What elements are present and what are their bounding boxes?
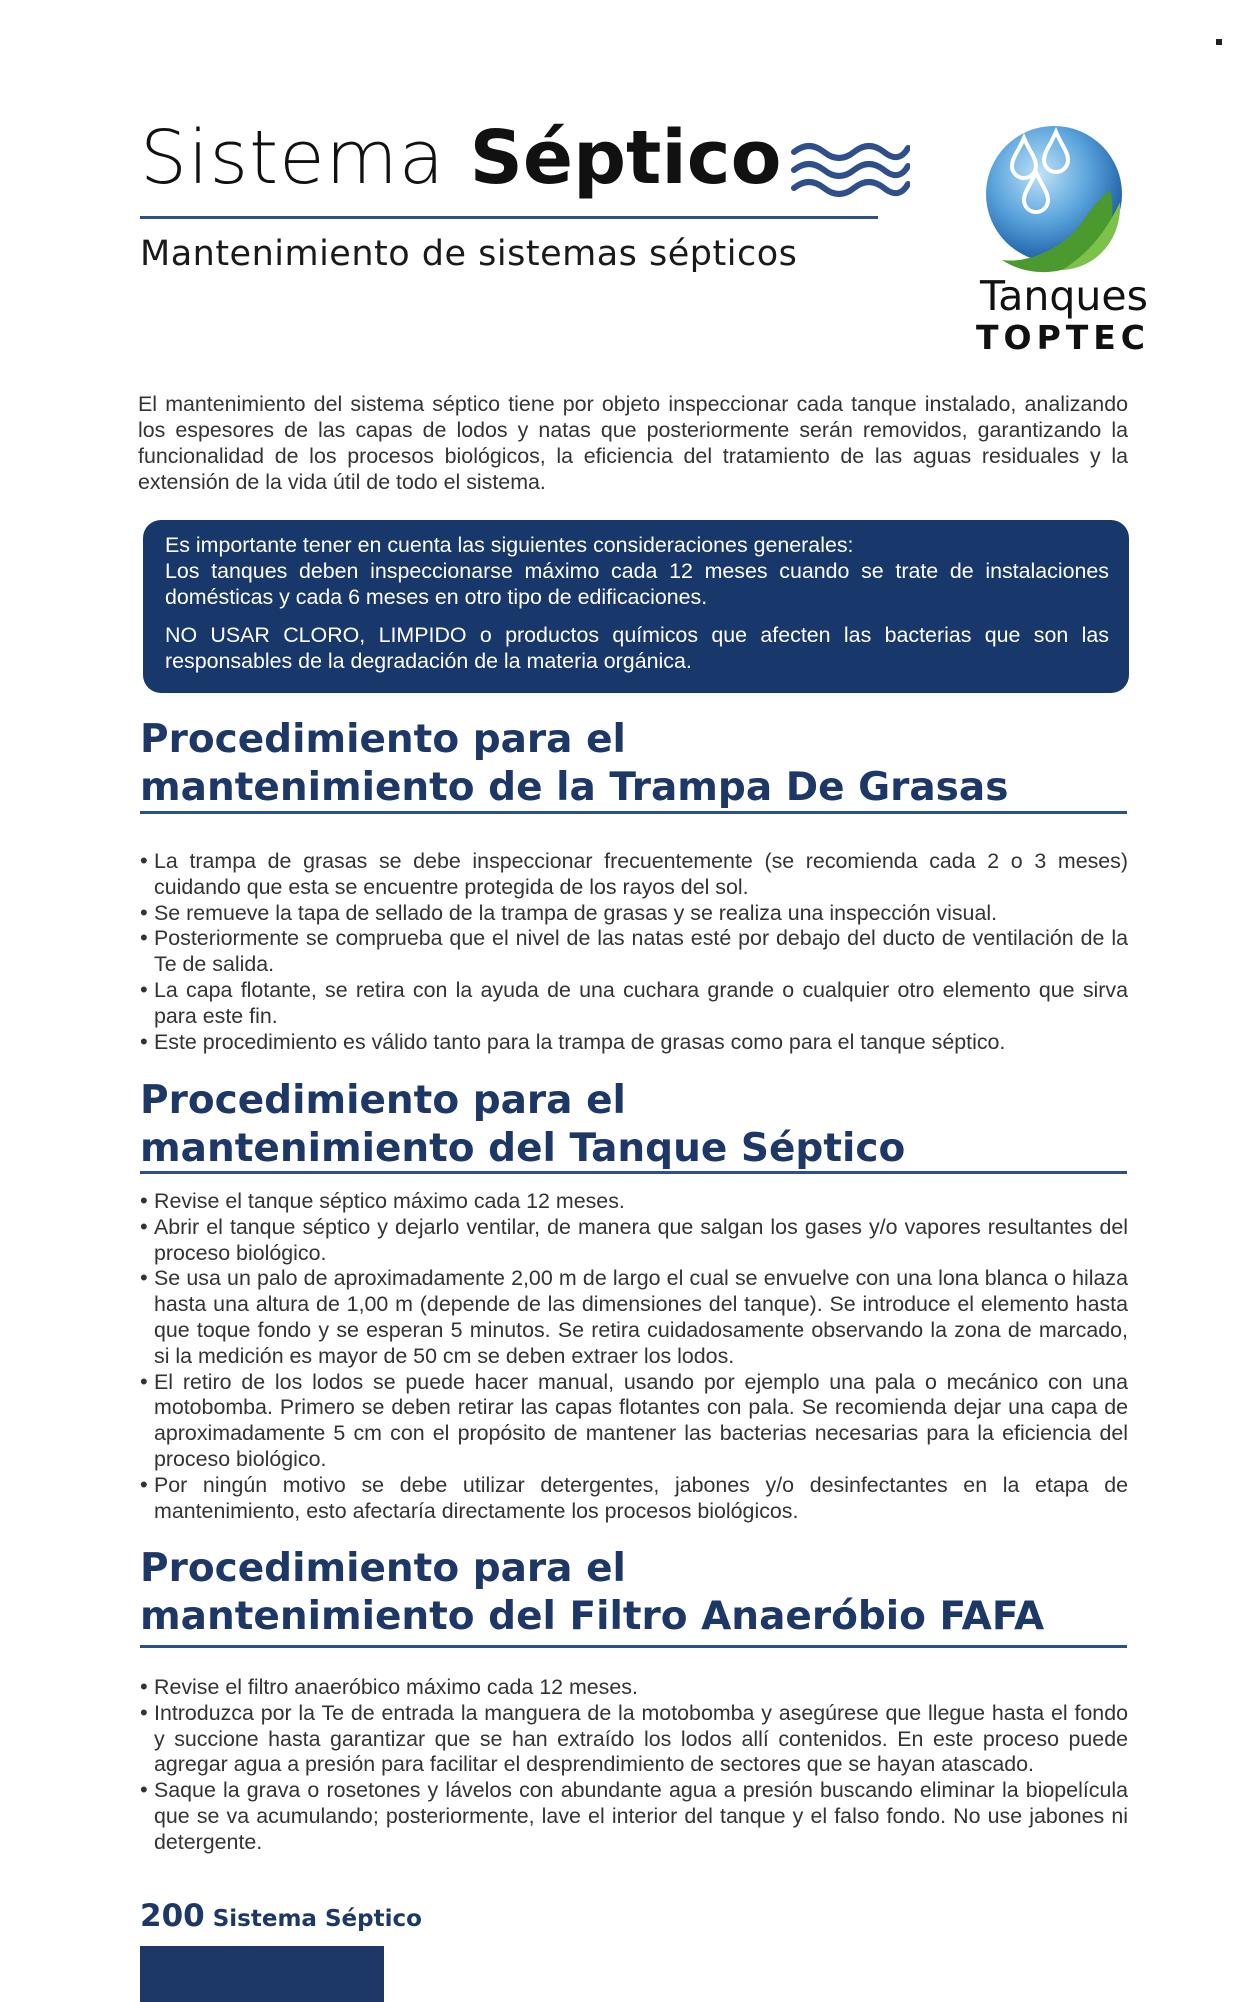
section-divider — [140, 811, 1127, 814]
section-heading-line: Procedimiento para el — [140, 717, 626, 762]
logo-brand: TOPTEC — [976, 318, 1151, 357]
list-item: • Abrir el tanque séptico y dejarlo ventilar, de manera que salgan los gases y/o vapores resultantes del proceso biológico. — [140, 1215, 1128, 1267]
corner-mark — [1216, 39, 1222, 45]
list-item: • Introduzca por la Te de entrada la manguera de la motobomba y asegúrese que llegue hasta el fondo y succione hasta garantizar que se han extraído los lodos allí contenidos. En este proceso puede agregar agua a presión para facilitar el desprendimiento de sectores que se hayan atascado. — [140, 1701, 1128, 1778]
list-item: • Se usa un palo de aproximadamente 2,00 m de largo el cual se envuelve con una lona blanca o hilaza hasta una altura de 1,00 m (depende de las dimensiones del tanque). Se introduce el elemento hasta que toque fondo y se esperan 5 minutos. Se retira cuidadosamente observando la zona de marcado, si la medición es mayor de 50 cm se deben extraer los lodos. — [140, 1266, 1128, 1369]
tanque-septico-list — [140, 1189, 1128, 1524]
title-bold: Séptico — [469, 115, 782, 201]
list-item: • Revise el filtro anaeróbico máximo cada 12 meses. — [140, 1675, 1128, 1701]
page-title — [140, 112, 900, 204]
list-item: • Este procedimiento es válido tanto para la trampa de grasas como para el tanque séptico. — [140, 1030, 1128, 1056]
page-footer — [140, 1898, 422, 1934]
section-heading-tanque-septico — [140, 1077, 905, 1173]
logo-name: Tanques — [980, 272, 1148, 320]
section-heading-trampa-grasas — [140, 716, 1008, 812]
section-heading-line: Procedimiento para el — [140, 1078, 626, 1123]
callout-line-2: NO USAR CLORO, LIMPIDO o productos químicos que afecten las bacterias que son las responsables de la degradación de la materia orgánica. — [165, 623, 1109, 673]
list-item: • El retiro de los lodos se puede hacer manual, usando por ejemplo una pala o mecánico con una motobomba. Primero se deben retirar las capas flotantes con pala. Se recomienda dejar una capa de aproximadamente 5 cm con el propósito de mantener las bacterias necesarias para la eficiencia del proceso biológico. — [140, 1370, 1128, 1473]
section-heading-line: mantenimiento de la Trampa De Grasas — [140, 765, 1009, 810]
list-item: • Se remueve la tapa de sellado de la trampa de grasas y se realiza una inspección visual. — [140, 901, 1128, 927]
page-header — [140, 112, 900, 204]
intro-paragraph: El mantenimiento del sistema séptico tiene por objeto inspeccionar cada tanque instalado, analizando los espesores de las capas de lodos y natas que posteriormente serán removidos, garantizando la funcionalidad de los procesos biológicos, la eficiencia del tratamiento de las aguas residuales y la extensión de la vida útil de todo el sistema. — [138, 392, 1128, 494]
page-number: 200 — [140, 1898, 205, 1934]
title-divider — [140, 216, 878, 219]
section-heading-line: Procedimiento para el — [140, 1546, 626, 1591]
callout-line-1: Los tanques deben inspeccionarse máximo cada 12 meses cuando se trate de instalaciones domésticas y cada 6 meses en otro tipo de edificaciones. — [165, 559, 1109, 609]
footer-bar — [140, 1946, 384, 2002]
section-heading-filtro-fafa — [140, 1545, 1044, 1641]
waves-icon — [790, 138, 910, 200]
filtro-fafa-list — [140, 1675, 1128, 1856]
section-divider — [140, 1645, 1127, 1648]
callout-heading: Es importante tener en cuenta las siguientes consideraciones generales: — [165, 533, 854, 557]
list-item: • La capa flotante, se retira con la ayuda de una cuchara grande o cualquier otro elemento que sirva para este fin. — [140, 978, 1128, 1030]
list-item: • Saque la grava o rosetones y lávelos con abundante agua a presión buscando eliminar la biopelícula que se va acumulando; posteriormente, lave el interior del tanque y el falso fondo. No use jabones ni detergente. — [140, 1778, 1128, 1855]
page-subtitle: Mantenimiento de sistemas sépticos — [140, 234, 798, 274]
considerations-callout — [143, 520, 1129, 693]
title-light: Sistema — [140, 115, 470, 201]
list-item: • Revise el tanque séptico máximo cada 12 meses. — [140, 1189, 1128, 1215]
footer-label: Sistema Séptico — [212, 1906, 422, 1932]
section-heading-line: mantenimiento del Filtro Anaeróbio FAFA — [140, 1594, 1045, 1639]
list-item: • Por ningún motivo se debe utilizar detergentes, jabones y/o desinfectantes en la etapa de mantenimiento, esto afectaría directamente los procesos biológicos. — [140, 1473, 1128, 1525]
section-divider — [140, 1171, 1127, 1174]
section-heading-line: mantenimiento del Tanque Séptico — [140, 1126, 906, 1171]
list-item: • La trampa de grasas se debe inspeccionar frecuentemente (se recomienda cada 2 o 3 meses) cuidando que esta se encuentre protegida de los rayos del sol. — [140, 849, 1128, 901]
list-item: • Posteriormente se comprueba que el nivel de las natas esté por debajo del ducto de ventilación de la Te de salida. — [140, 926, 1128, 978]
trampa-grasas-list — [140, 849, 1128, 1055]
